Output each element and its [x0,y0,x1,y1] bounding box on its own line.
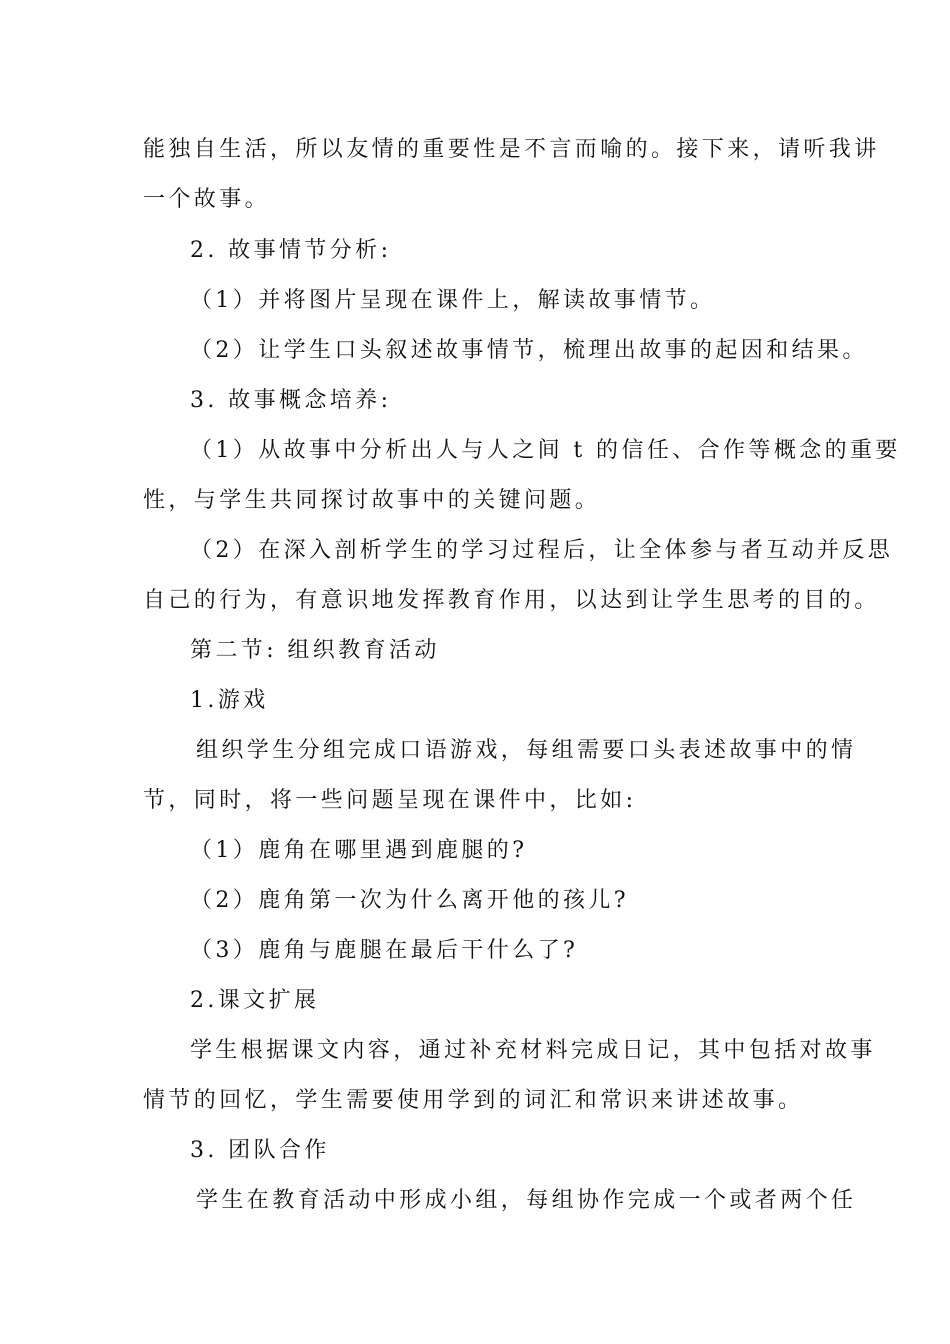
paragraph-line: 学生根据课文内容，通过补充材料完成日记，其中包括对故事 [190,1038,876,1063]
subsection-heading: 2.课文扩展 [190,988,320,1013]
paragraph-line: 节，同时，将一些问题呈现在课件中，比如: [143,788,637,813]
subsection-heading: 1.游戏 [190,688,269,713]
list-item: （1）从故事中分析出人与人之间 t 的信任、合作等概念的重要 [190,438,901,463]
paragraph-line: 自己的行为，有意识地发挥教育作用，以达到让学生思考的目的。 [143,588,880,613]
section-heading: 3. 故事概念培养: [190,388,392,413]
list-item: （1）并将图片呈现在课件上，解读故事情节。 [190,288,716,313]
list-item: （2）在深入剖析学生的学习过程后，让全体参与者互动并反思 [190,538,894,563]
section-heading: 2. 故事情节分析: [190,238,392,263]
list-item: （1）鹿角在哪里遇到鹿腿的? [190,838,528,863]
paragraph-line: 性，与学生共同探讨故事中的关键问题。 [143,488,601,513]
list-item: （3）鹿角与鹿腿在最后干什么了? [190,938,579,963]
paragraph-line: 一个故事。 [143,187,271,212]
paragraph-line: 情节的回忆，学生需要使用学到的词汇和常识来讲述故事。 [143,1088,804,1113]
section-heading: 第二节: 组织教育活动 [190,638,440,663]
paragraph-line: 学生在教育活动中形成小组，每组协作完成一个或者两个任 [196,1188,857,1213]
subsection-heading: 3. 团队合作 [190,1138,330,1163]
list-item: （2）鹿角第一次为什么离开他的孩儿? [190,888,629,913]
paragraph-line: 组织学生分组完成口语游戏，每组需要口头表述故事中的情 [196,738,857,763]
paragraph-line: 能独自生活，所以友情的重要性是不言而喻的。接下来，请听我讲 [143,137,880,162]
list-item: （2）让学生口头叙述故事情节，梳理出故事的起因和结果。 [190,338,868,363]
